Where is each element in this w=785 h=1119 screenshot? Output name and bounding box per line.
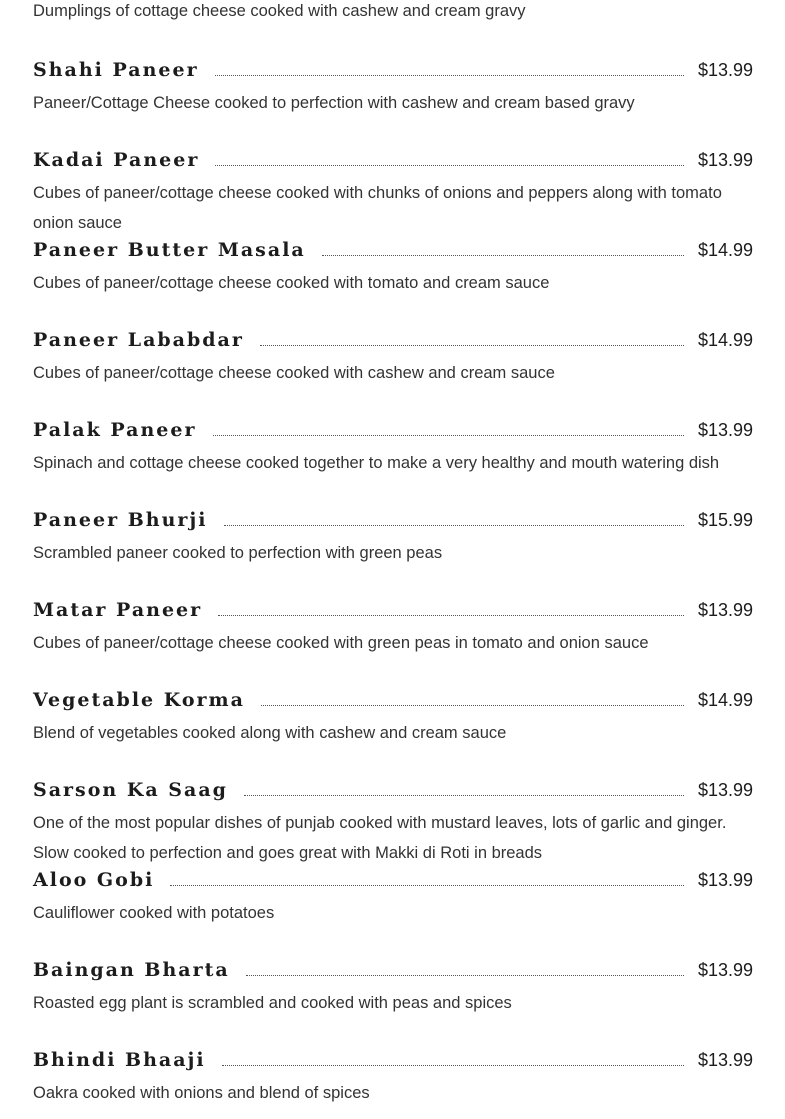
item-description: One of the most popular dishes of punjab cooked with mustard leaves, lots of garlic and ginger. Slow cooked to perfection and goes great with Makki di Roti in breads — [33, 814, 727, 862]
item-price: $14.99 — [697, 329, 753, 350]
item-header — [33, 58, 753, 82]
menu-item — [33, 238, 753, 298]
dotted-leader — [170, 884, 684, 886]
item-name: Shahi Paneer — [33, 59, 199, 81]
dotted-leader — [215, 164, 684, 166]
menu-item — [33, 688, 753, 748]
item-name: Paneer Butter Masala — [33, 239, 306, 261]
item-header — [33, 598, 753, 622]
dotted-leader — [215, 74, 684, 76]
dotted-leader — [322, 254, 684, 256]
menu-item — [33, 508, 753, 568]
item-header — [33, 508, 753, 532]
menu-item — [33, 868, 753, 928]
item-description: Paneer/Cottage Cheese cooked to perfection with cashew and cream based gravy — [33, 94, 635, 112]
item-description: Cubes of paneer/cottage cheese cooked with tomato and cream sauce — [33, 274, 550, 292]
menu-item — [33, 598, 753, 658]
item-name: Vegetable Korma — [33, 689, 245, 711]
dotted-leader — [261, 704, 684, 706]
item-price: $13.99 — [697, 959, 753, 980]
item-header — [33, 1048, 753, 1072]
menu-item — [33, 418, 753, 478]
item-description: Cubes of paneer/cottage cheese cooked with chunks of onions and peppers along with tomato onion sauce — [33, 184, 722, 232]
item-header — [33, 418, 753, 442]
item-header — [33, 868, 753, 892]
item-name: Baingan Bharta — [33, 959, 230, 981]
item-header — [33, 238, 753, 262]
item-description: Cubes of paneer/cottage cheese cooked with cashew and cream sauce — [33, 364, 555, 382]
item-description: Scrambled paneer cooked to perfection with green peas — [33, 544, 443, 562]
menu-item — [33, 328, 753, 388]
item-description: Cauliflower cooked with potatoes — [33, 904, 275, 922]
item-name: Palak Paneer — [33, 419, 197, 441]
item-description: Blend of vegetables cooked along with cashew and cream sauce — [33, 724, 507, 742]
item-description: Roasted egg plant is scrambled and cooked with peas and spices — [33, 994, 512, 1012]
item-name: Paneer Bhurji — [33, 509, 208, 531]
item-header — [33, 148, 753, 172]
item-price: $13.99 — [697, 599, 753, 620]
item-price: $13.99 — [697, 149, 753, 170]
item-description: Oakra cooked with onions and blend of spices — [33, 1084, 370, 1102]
item-name: Aloo Gobi — [33, 869, 155, 891]
item-name: Matar Paneer — [33, 599, 203, 621]
item-price: $13.99 — [697, 779, 753, 800]
item-description: Spinach and cottage cheese cooked together to make a very healthy and mouth watering dish — [33, 454, 720, 472]
menu-item — [33, 148, 753, 238]
item-price: $13.99 — [697, 419, 753, 440]
item-price: $14.99 — [697, 239, 753, 260]
menu-item — [33, 58, 753, 118]
dotted-leader — [213, 434, 684, 436]
item-header — [33, 688, 753, 712]
item-description: Cubes of paneer/cottage cheese cooked with green peas in tomato and onion sauce — [33, 634, 649, 652]
dotted-leader — [260, 344, 684, 346]
item-price: $14.99 — [697, 689, 753, 710]
menu-item — [33, 1048, 753, 1108]
item-name: Bhindi Bhaaji — [33, 1049, 206, 1071]
item-name: Paneer Lababdar — [33, 329, 244, 351]
dotted-leader — [224, 524, 684, 526]
item-price: $13.99 — [697, 59, 753, 80]
item-price: $13.99 — [697, 1049, 753, 1070]
item-price: $15.99 — [697, 509, 753, 530]
item-price: $13.99 — [697, 869, 753, 890]
item-header — [33, 778, 753, 802]
menu-item — [33, 778, 753, 868]
item-header — [33, 958, 753, 982]
menu-item — [33, 958, 753, 1018]
item-name: Sarson Ka Saag — [33, 779, 228, 801]
dotted-leader — [218, 614, 684, 616]
item-name: Kadai Paneer — [33, 149, 200, 171]
dotted-leader — [244, 794, 684, 796]
item-header — [33, 328, 753, 352]
dotted-leader — [246, 974, 684, 976]
dotted-leader — [222, 1064, 684, 1066]
item-description: Dumplings of cottage cheese cooked with cashew and cream gravy — [33, 2, 526, 20]
